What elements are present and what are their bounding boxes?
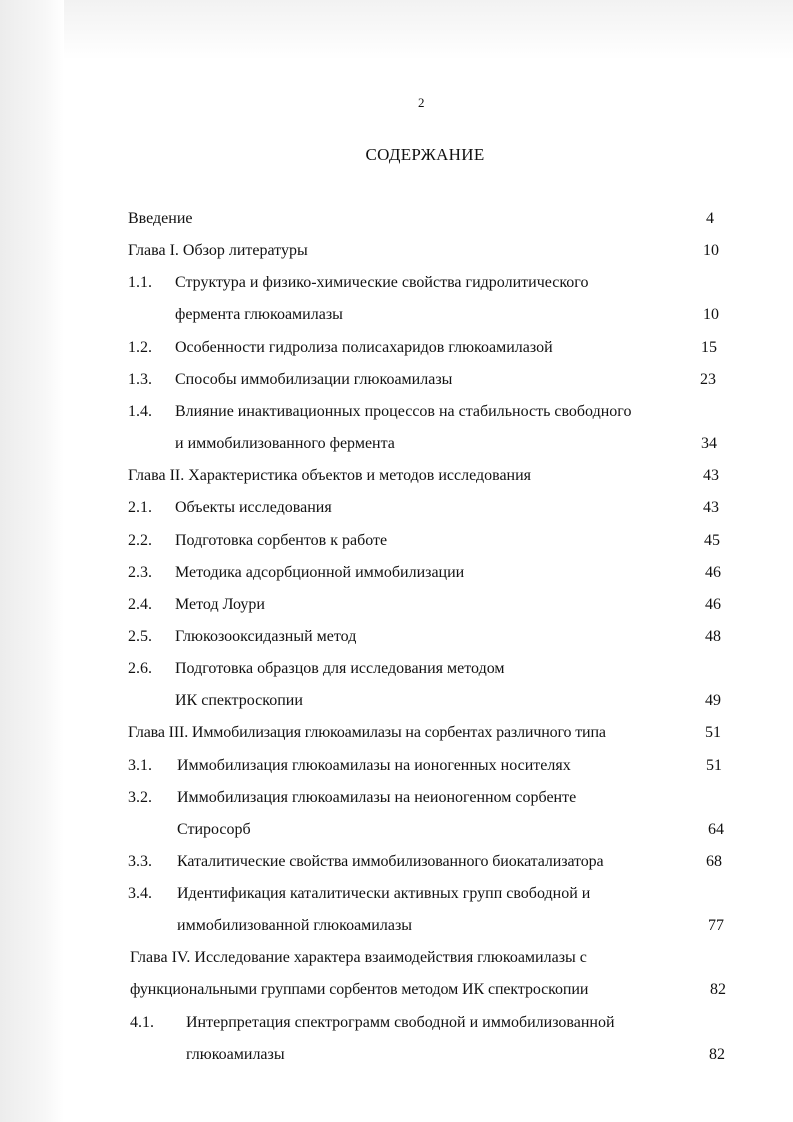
toc-entry-text: Объекты исследования xyxy=(175,499,332,516)
toc-entry-text-continued: глюкоамилазы xyxy=(186,1046,285,1063)
toc-entry-page: 15 xyxy=(701,339,717,356)
toc-entry-page: 64 xyxy=(708,821,724,838)
toc-entry-number: 1.2. xyxy=(128,339,152,356)
toc-entry-text: Способы иммобилизации глюкоамилазы xyxy=(175,371,453,388)
toc-entry-page: 51 xyxy=(705,724,721,741)
toc-entry-page: 10 xyxy=(703,242,719,259)
toc-entry-number: 1.1. xyxy=(128,274,152,291)
toc-chapter-title: Глава III. Иммобилизация глюкоамилазы на сорбентах различного типа xyxy=(128,724,606,741)
toc-entry-text: Метод Лоури xyxy=(175,596,265,613)
toc-entry-text-continued: ИК спектроскопии xyxy=(175,692,303,709)
toc-entry-text: Идентификация каталитически активных групп свободной и xyxy=(177,885,591,902)
toc-entry-text-continued: Стиросорб xyxy=(177,821,251,838)
toc-entry-text: Интерпретация спектрограмм свободной и иммобилизованной xyxy=(186,1014,615,1031)
toc-entry-text: Структура и физико-химические свойства гидролитического xyxy=(175,274,589,291)
toc-entry-page: 82 xyxy=(709,1046,725,1063)
toc-entry-number: 2.3. xyxy=(128,564,152,581)
toc-entry-number: 3.2. xyxy=(128,789,152,806)
toc-entry-text: Влияние инактивационных процессов на стабильность свободного xyxy=(175,403,632,420)
scan-shadow-left xyxy=(0,0,64,1122)
toc-entry-text: Иммобилизация глюкоамилазы на неионогенном сорбенте xyxy=(177,789,577,806)
toc-entry-page: 49 xyxy=(705,692,721,709)
toc-chapter-title: Глава II. Характеристика объектов и методов исследования xyxy=(128,467,532,484)
toc-entry-page: 51 xyxy=(706,757,722,774)
toc-title: СОДЕРЖАНИЕ xyxy=(365,145,485,164)
scan-shadow-top xyxy=(0,0,793,60)
toc-entry-page: 43 xyxy=(703,467,719,484)
page-number: 2 xyxy=(418,95,425,110)
toc-entry-page: 68 xyxy=(706,853,722,870)
toc-entry-page: 43 xyxy=(703,499,719,516)
toc-entry-number: 2.6. xyxy=(128,660,152,677)
toc-entry-number: 3.1. xyxy=(128,757,152,774)
toc-entry-text: Введение xyxy=(128,210,193,227)
toc-entry-page: 23 xyxy=(700,371,716,388)
toc-entry-page: 48 xyxy=(705,628,721,645)
toc-entry-number: 2.1. xyxy=(128,499,152,516)
toc-entry-page: 82 xyxy=(710,981,726,998)
toc-chapter-title: Глава I. Обзор литературы xyxy=(128,242,308,259)
toc-entry-text: Каталитические свойства иммобилизованного биокатализатора xyxy=(177,853,604,870)
toc-entry-number: 1.3. xyxy=(128,371,152,388)
toc-entry-number: 2.4. xyxy=(128,596,152,613)
toc-entry-page: 77 xyxy=(708,917,724,934)
toc-entry-text: Методика адсорбционной иммобилизации xyxy=(175,564,465,581)
toc-entry-number: 2.5. xyxy=(128,628,152,645)
toc-entry-number: 1.4. xyxy=(128,403,152,420)
toc-entry-page: 34 xyxy=(701,435,717,452)
toc-entry-text-continued: фермента глюкоамилазы xyxy=(175,306,343,323)
toc-entry-text-continued: и иммобилизованного фермента xyxy=(175,435,395,452)
toc-entry-text-continued: иммобилизованной глюкоамилазы xyxy=(177,917,413,934)
toc-entry-number: 3.4. xyxy=(128,885,152,902)
toc-entry-number: 4.1. xyxy=(130,1014,154,1031)
toc-entry-text: Подготовка сорбентов к работе xyxy=(175,532,388,549)
toc-entry-page: 4 xyxy=(706,210,714,227)
toc-entry-page: 46 xyxy=(705,596,721,613)
toc-entry-text: Подготовка образцов для исследования методом xyxy=(175,660,505,677)
toc-entry-page: 10 xyxy=(703,306,719,323)
toc-chapter-title-continued: функциональными группами сорбентов методом ИК спектроскопии xyxy=(130,981,589,998)
toc-entry-page: 46 xyxy=(705,564,721,581)
toc-entry-text: Глюкозооксидазный метод xyxy=(175,628,357,645)
toc-chapter-title: Глава IV. Исследование характера взаимодействия глюкоамилазы с xyxy=(130,949,587,966)
toc-entry-number: 2.2. xyxy=(128,532,152,549)
toc-entry-text: Иммобилизация глюкоамилазы на ионогенных носителях xyxy=(177,757,571,774)
toc-entry-text: Особенности гидролиза полисахаридов глюкоамилазой xyxy=(175,339,553,356)
toc-entry-page: 45 xyxy=(704,532,720,549)
toc-entry-number: 3.3. xyxy=(128,853,152,870)
